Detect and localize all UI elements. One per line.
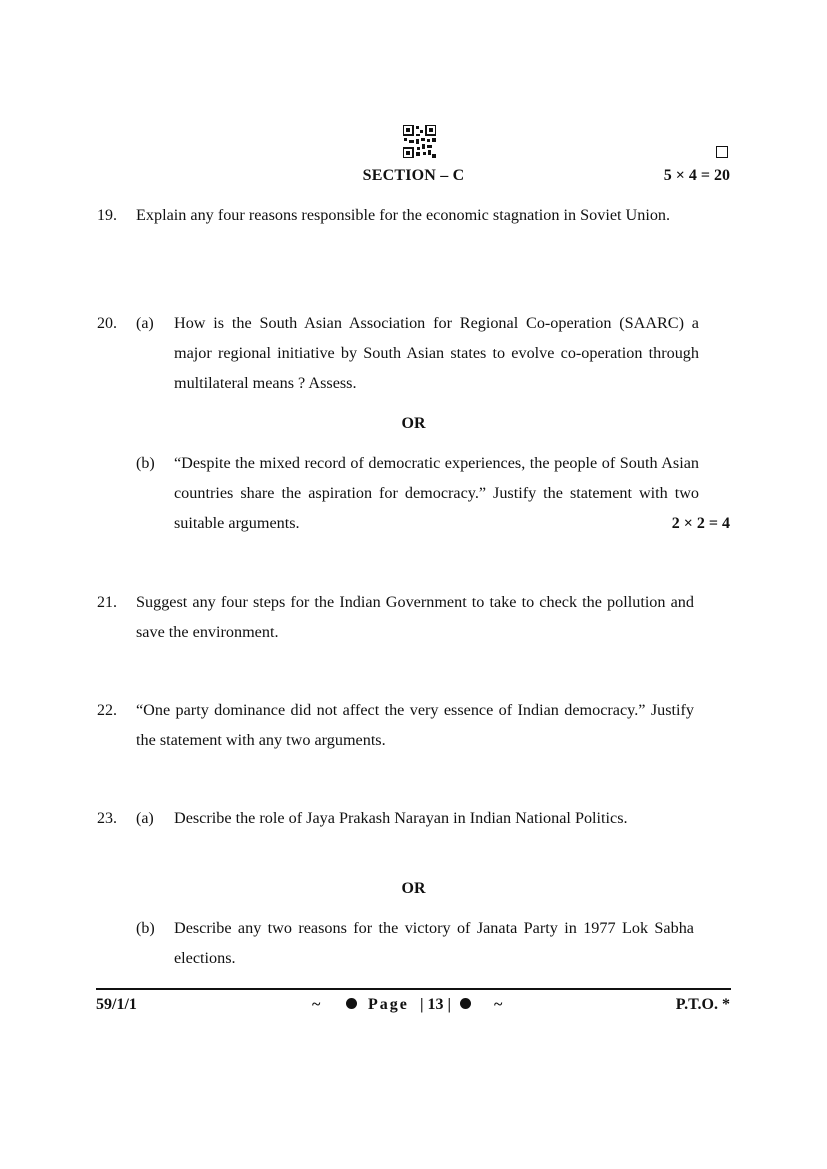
question-19-number: 19. [97,207,117,224]
question-22-text: “One party dominance did not affect the very essence of Indian democracy.” Justify the statement with any two arguments. [136,701,694,750]
square-checkbox-icon [716,146,728,158]
question-23b-text: Describe any two reasons for the victory of Janata Party in 1977 Lok Sabha elections. [174,919,694,968]
question-20-or: OR [401,415,426,432]
footer-page-label: Page [368,996,409,1013]
footer-tilde-right: ~ [494,996,503,1013]
question-20-number: 20. [97,315,117,332]
question-23b-label: (b) [136,920,155,937]
question-23-or: OR [401,880,426,897]
bullet-icon [460,998,471,1009]
bullet-icon [346,998,357,1009]
question-21-text: Suggest any four steps for the Indian Government to take to check the pollution and save the environment. [136,593,694,642]
footer-code: 59/1/1 [96,996,137,1013]
question-20-marks: 2 × 2 = 4 [671,515,730,532]
question-23a-text: Describe the role of Jaya Prakash Narayan in Indian National Politics. [174,809,628,827]
question-21-number: 21. [97,594,117,611]
section-title: SECTION – C [362,167,465,184]
question-20a-text: How is the South Asian Association for Regional Co-operation (SAARC) a major regional initiative by South Asian states to evolve co-operation through multilateral means ? Assess. [174,314,699,393]
question-19-text: Explain any four reasons responsible for the economic stagnation in Soviet Union. [136,206,671,224]
question-20b-label: (b) [136,455,155,472]
question-22-number: 22. [97,702,117,719]
question-23a-label: (a) [136,810,154,827]
question-23-number: 23. [97,810,117,827]
footer-tilde-left: ~ [312,996,321,1013]
question-20b-text: “Despite the mixed record of democratic experiences, the people of South Asian countries share the aspiration for democracy.” Justify the statement with two suitable arguments. [174,454,699,533]
footer-page-number: | 13 | [420,996,452,1013]
qr-code-icon [403,125,436,158]
footer-pto: P.T.O. * [675,996,730,1013]
footer-divider [96,988,731,990]
question-20a-label: (a) [136,315,154,332]
section-marks: 5 × 4 = 20 [663,167,730,184]
